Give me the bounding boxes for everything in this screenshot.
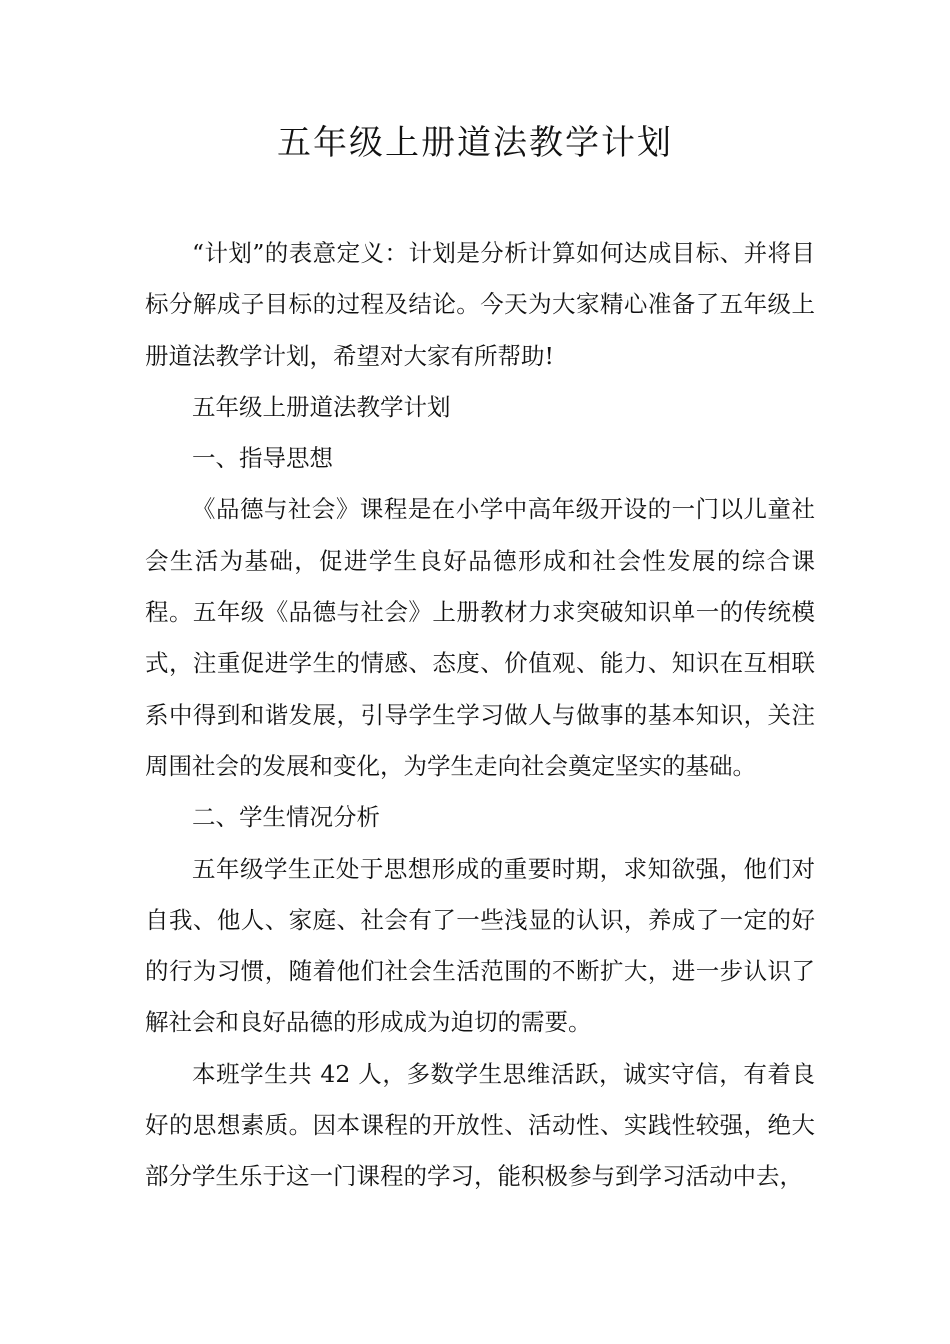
intro-paragraph: “计划”的表意定义：计划是分析计算如何达成目标、并将目标分解成子目标的过程及结论。今天为大家精心准备了五年级上册道法教学计划，希望对大家有所帮助! bbox=[145, 239, 815, 370]
section-heading-student-analysis: 二、学生情况分析 bbox=[192, 803, 380, 832]
section-heading-guiding-ideology: 一、指导思想 bbox=[192, 444, 333, 473]
student-analysis-paragraph: 五年级学生正处于思想形成的重要时期，求知欲强，他们对自我、他人、家庭、社会有了一些浅显的认识，养成了一定的好的行为习惯，随着他们社会生活范围的不断扩大，进一步认识了解社会和良好品德的形成成为迫切的需要。 bbox=[145, 854, 815, 1037]
guiding-ideology-paragraph: 《品德与社会》课程是在小学中高年级开设的一门以儿童社会生活为基础，促进学生良好品德形成和社会性发展的综合课程。五年级《品德与社会》上册教材力求突破知识单一的传统模式，注重促进学生的情感、态度、价值观、能力、知识在互相联系中得到和谐发展，引导学生学习做人与做事的基本知识，关注周围社会的发展和变化，为学生走向社会奠定坚实的基础。 bbox=[145, 495, 815, 780]
document-body bbox=[145, 228, 815, 1203]
section-heading-plan: 五年级上册道法教学计划 bbox=[192, 392, 451, 421]
class-situation-paragraph: 本班学生共 42 人，多数学生思维活跃，诚实守信，有着良好的思想素质。因本课程的开放性、活动性、实践性较强，绝大部分学生乐于这一门课程的学习，能积极参与到学习活动中去， bbox=[145, 1059, 815, 1191]
document-title: 五年级上册道法教学计划 bbox=[277, 123, 673, 163]
